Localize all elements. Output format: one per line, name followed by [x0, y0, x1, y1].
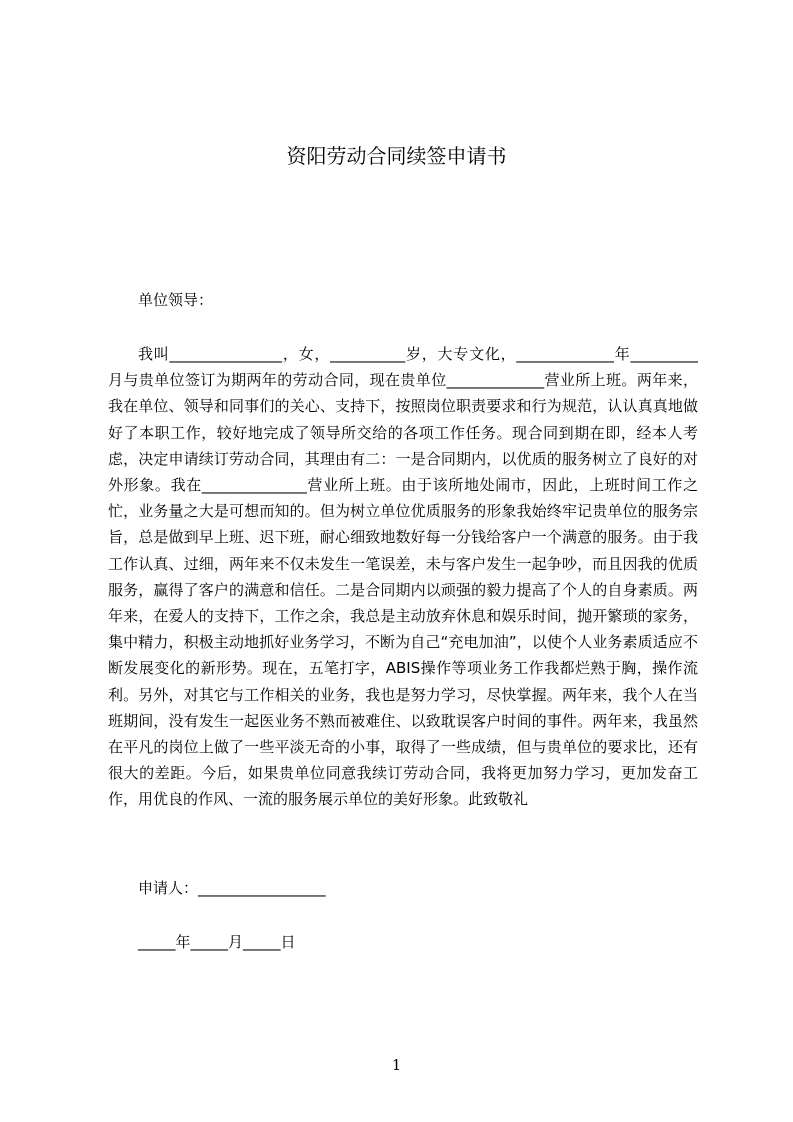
date-line: _____年_____月_____日 — [138, 933, 296, 951]
applicant-signature-line: 申请人：_________________ — [138, 879, 326, 897]
document-title: 资阳劳动合同续签申请书 — [286, 144, 507, 168]
salutation: 单位领导： — [138, 291, 214, 309]
page-number: 1 — [391, 1056, 402, 1074]
body-paragraph: 我叫_______________，女，__________岁，大专文化，_____________年_________月与贵单位签订为期两年的劳动合同，现在贵单位_____________营业所上班。两年来，我在单位、领导和同事们的关心、支持下，按照岗位职责要求和行为规范，认认真真地做好了本职工作，较好地完成了领导所交给的各项工作任务。现合同到期在即，经本人考虑，决定申请续订劳动合同，其理由有二：一是合同期内，以优质的服务树立了良好的对外形象。我在______________营业所上班。由于该所地处闹市，因此，上班时间工作之忙，业务量之大是可想而知的。但为树立单位优质服务的形象我始终牢记贵单位的服务宗旨，总是做到早上班、迟下班，耐心细致地数好每一分钱给客户一个满意的服务。由于我工作认真、过细，两年来不仅未发生一笔误差，未与客户发生一起争吵，而且因我的优质服务，赢得了客户的满意和信任。二是合同期内以顽强的毅力提高了个人的自身素质。两年来，在爱人的支持下，工作之余，我总是主动放弃休息和娱乐时间，抛开繁琐的家务，集中精力，积极主动地抓好业务学习，不断为自己“充电加油”，以使个人业务素质适应不断发展变化的新形势。现在，五笔打字，ABIS操作等项业务工作我都烂熟于胸，操作流利。另外，对其它与工作相关的业务，我也是努力学习，尽快掌握。两年来，我个人在当班期间，没有发生一起医业务不熟而被难住、以致耽误客户时间的事件。两年来，我虽然在平凡的岗位上做了一些平淡无奇的小事，取得了一些成绩，但与贵单位的要求比，还有很大的差距。今后，如果贵单位同意我续订劳动合同，我将更加努力学习，更加发奋工作，用优良的作风、一流的服务展示单位的美好形象。此致敬礼 — [108, 345, 698, 809]
